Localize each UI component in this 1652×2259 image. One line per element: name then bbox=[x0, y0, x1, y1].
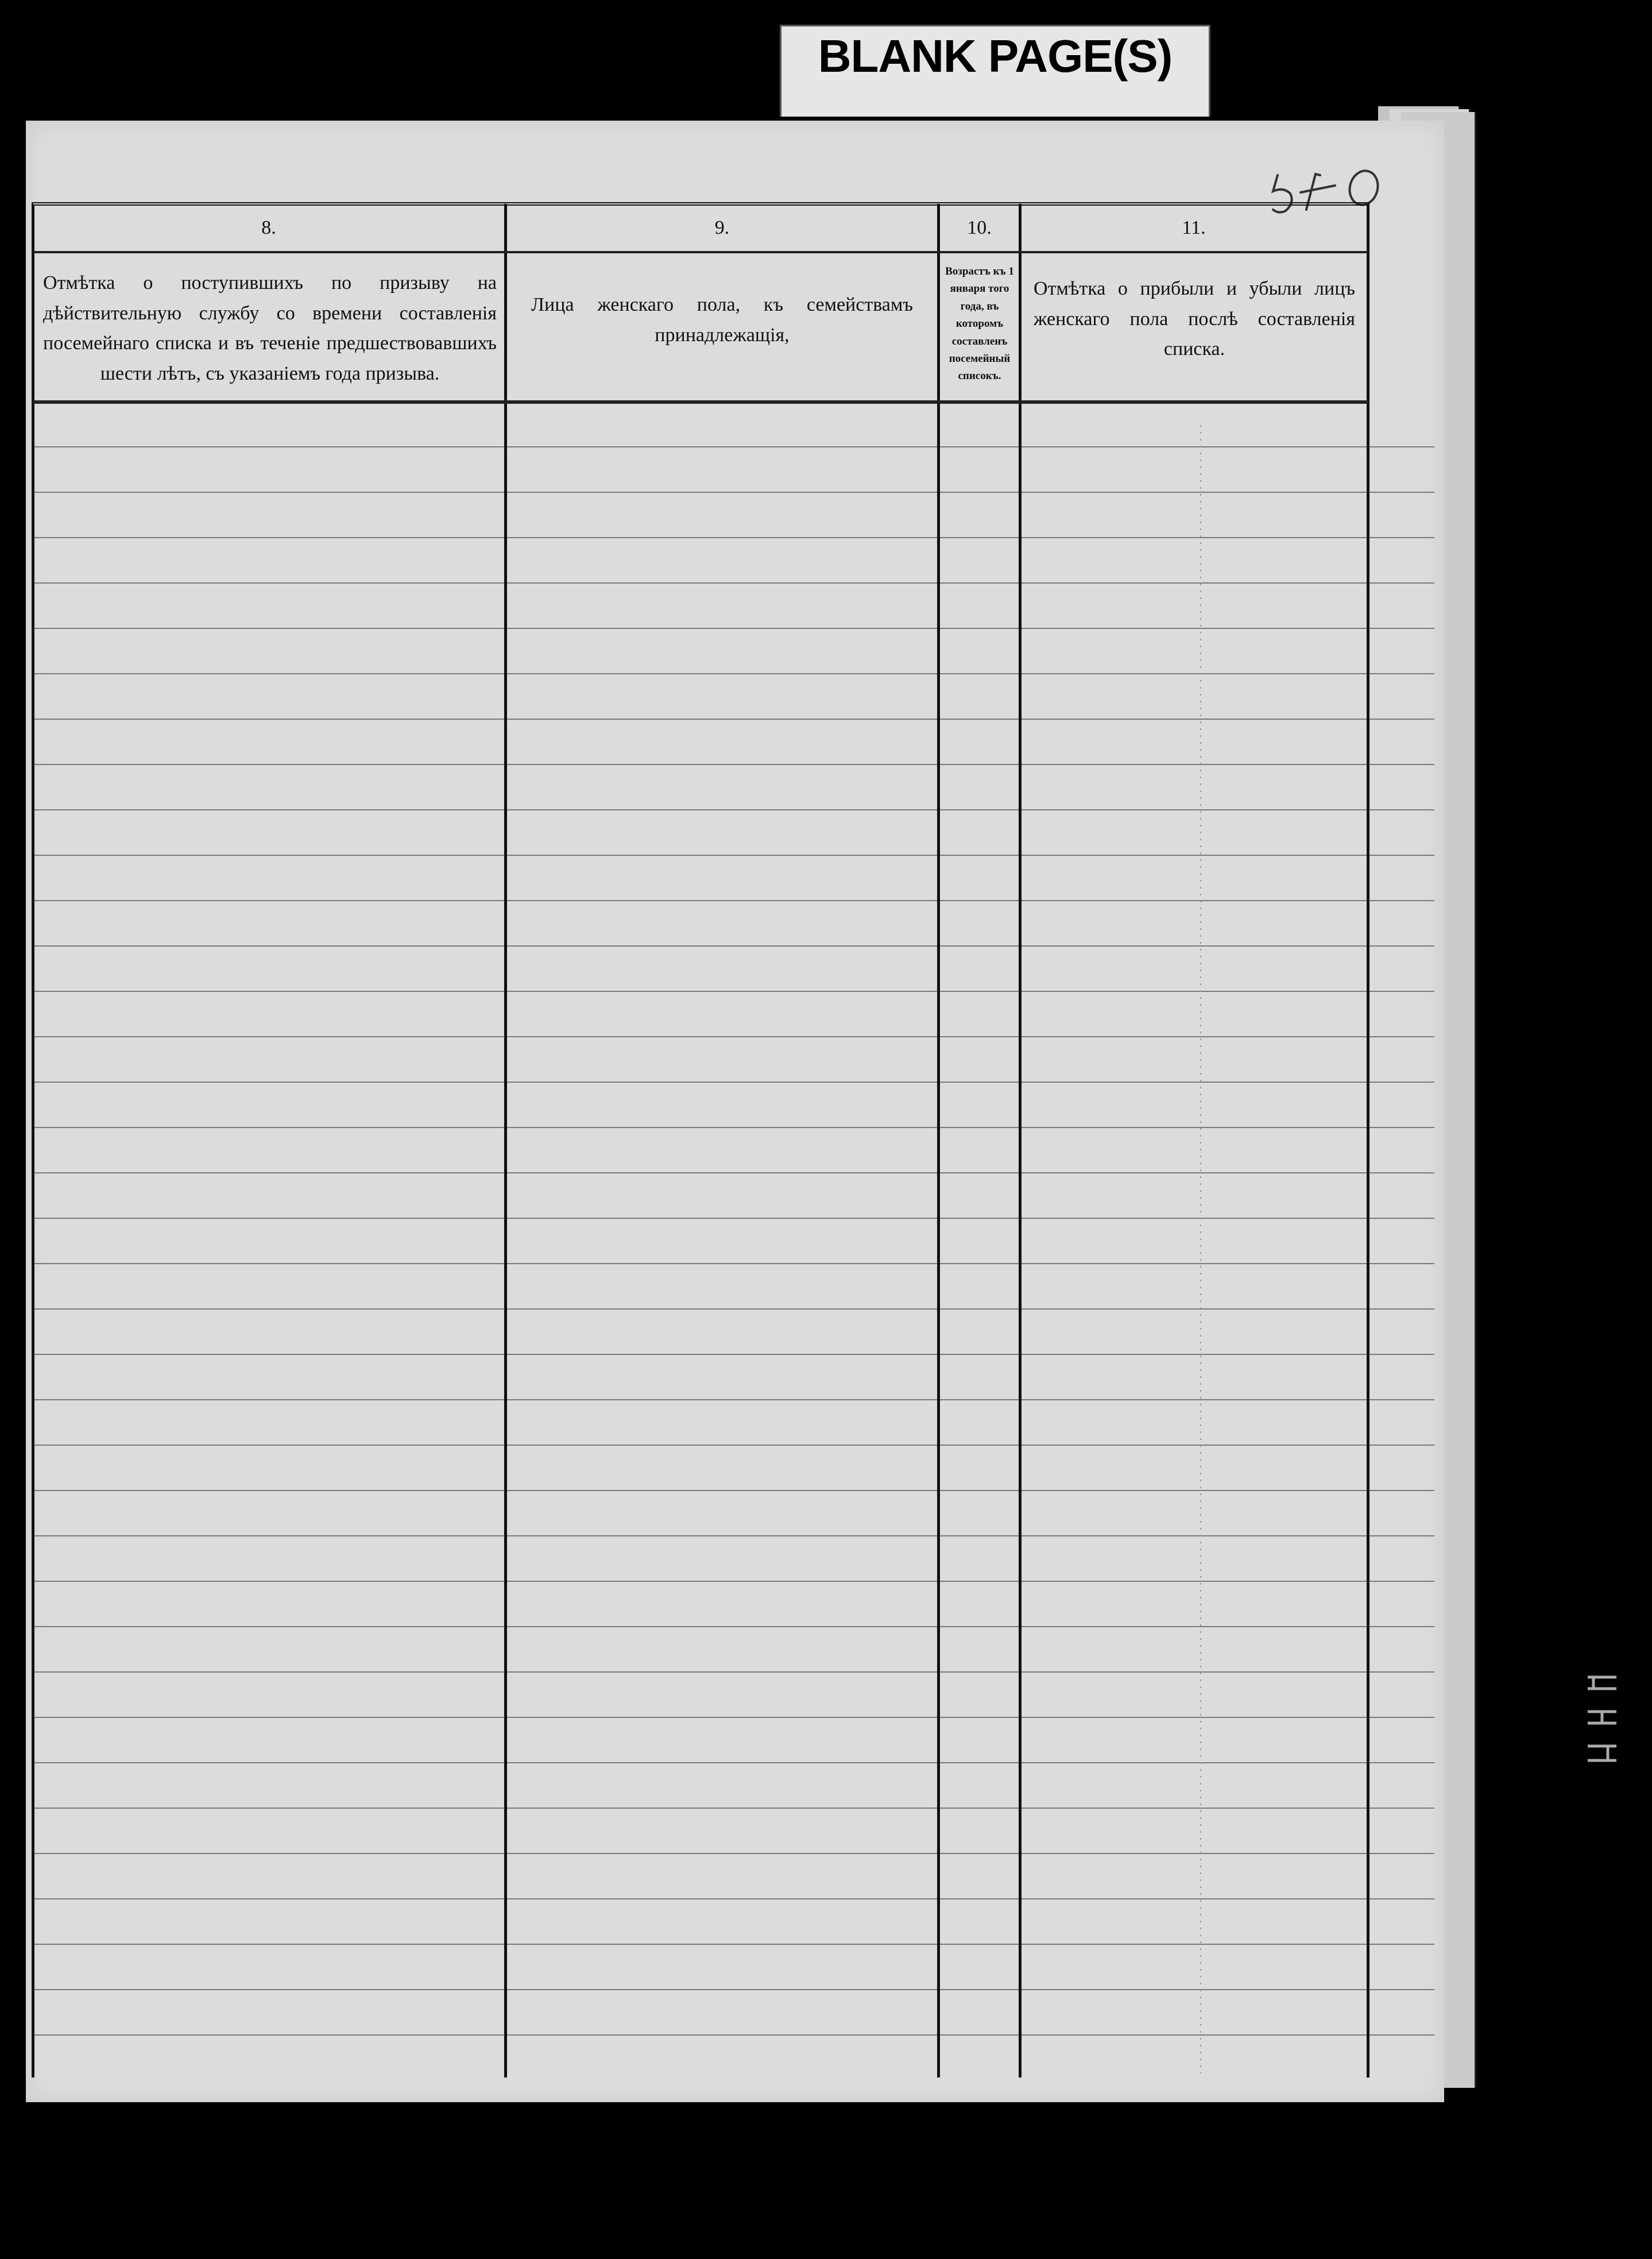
column-divider bbox=[504, 204, 507, 2077]
column-number-10: 10. bbox=[967, 217, 992, 238]
column-number-11: 11. bbox=[1182, 217, 1206, 238]
column-header-10: Возрастъ къ 1 января того года, въ которомъ составленъ посемейный списокъ. bbox=[945, 265, 1014, 383]
column-number-9: 9. bbox=[714, 217, 730, 238]
column-divider bbox=[937, 204, 940, 2077]
table-frame bbox=[32, 202, 1369, 2077]
column-divider bbox=[1019, 204, 1022, 2077]
header-bottom-rule bbox=[33, 400, 1368, 404]
blank-page-tab bbox=[780, 25, 1210, 117]
margin-stamp bbox=[1576, 1666, 1628, 1775]
blank-page-label: BLANK PAGE(S) bbox=[818, 30, 1173, 82]
column-header-9: Лица женскаго пола, къ семействамъ принадлежащія, bbox=[531, 294, 913, 346]
header-number-rule bbox=[33, 251, 1368, 253]
column-header-8: Отмѣтка о поступившихъ по призыву на дѣйствительную службу со времени составленія посемейнаго списка и въ теченіе предшествовавшихъ шести лѣтъ, съ указаніемъ года призыва. bbox=[43, 272, 497, 385]
column-header-11: Отмѣтка о прибыли и убыли лицъ женскаго пола послѣ составленія списка. bbox=[1034, 278, 1355, 360]
column-number-8: 8. bbox=[261, 217, 276, 238]
